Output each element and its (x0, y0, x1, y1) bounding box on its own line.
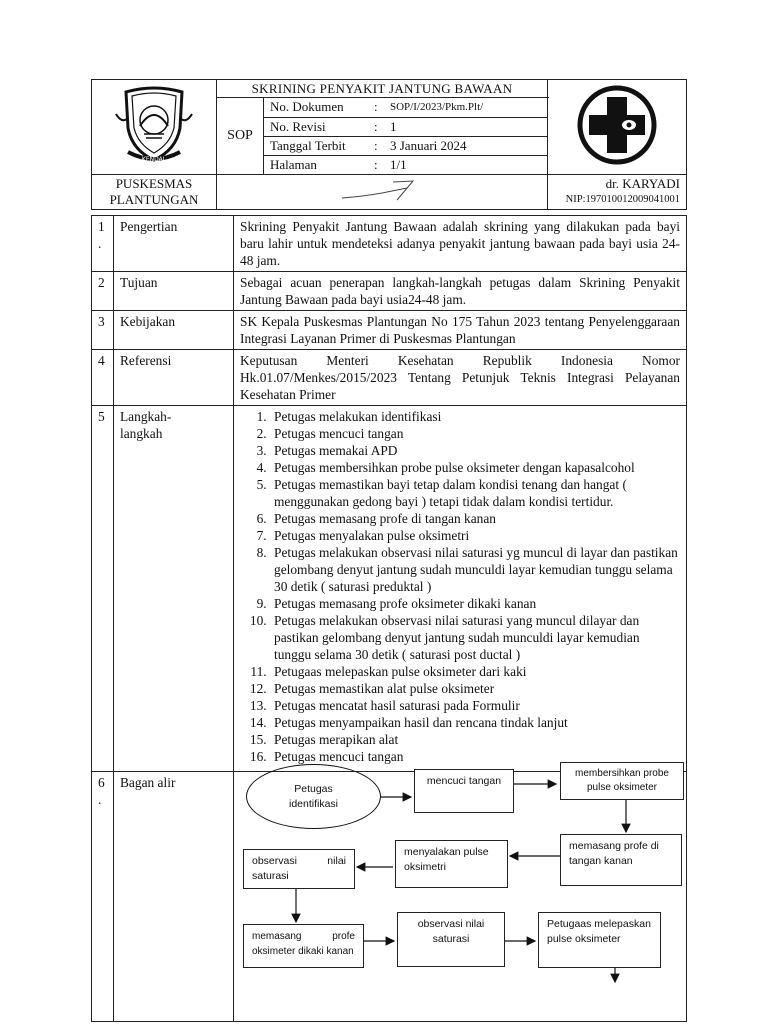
section-number: 6 (98, 775, 105, 790)
step-item: 2. Petugas mencuci tangan (270, 425, 680, 442)
section-number: 3 (92, 311, 114, 350)
signer-nip: NIP:197010012009041001 (565, 194, 680, 205)
step-item: 11. Petugaas melepaskan pulse oksimeter dari kaki (270, 663, 680, 680)
section-text: Keputusan Menteri Kesehatan Republik Indonesia Nomor Hk.01.07/Menkes/2015/2023 Tentang Petunjuk Teknis Integrasi Pelayanan Kesehatan Primer (234, 350, 687, 406)
flow-node-membersihkan-probe: membersihkan probe pulse oksimeter (560, 762, 684, 800)
section-number: 1 (98, 219, 105, 234)
field-label-dokumen: No. Dokumen (264, 98, 374, 117)
section-label-line1: Langkah- (120, 409, 172, 424)
section-number-dot: . (98, 236, 102, 251)
flow-node-mencuci-tangan: mencuci tangan (414, 769, 514, 813)
section-label: Bagan alir (114, 772, 234, 1022)
field-value-halaman: 1/1 (390, 156, 407, 172)
section-number: 5 (92, 406, 114, 772)
step-item: 4. Petugas membersihkan probe pulse oksimeter dengan kapasalcohol (270, 459, 680, 476)
field-label-revisi: No. Revisi (264, 117, 374, 136)
field-sep-tanggal: : (374, 136, 390, 155)
section-number-dot: . (98, 792, 102, 807)
section-number: 4 (92, 350, 114, 406)
flow-node-memasang-tangan-kanan: memasang profe di tangan kanan (560, 834, 682, 886)
step-item: 7. Petugas menyalakan pulse oksimetri (270, 527, 680, 544)
section-number: 2 (92, 272, 114, 311)
field-label-tanggal: Tanggal Terbit (264, 136, 374, 155)
section-label: Referensi (114, 350, 234, 406)
step-item: 3. Petugas memakai APD (270, 442, 680, 459)
step-item: 1. Petugas melakukan identifikasi (270, 408, 680, 425)
step-item: 9. Petugas memasang profe oksimeter dikaki kanan (270, 595, 680, 612)
section-label-line2: langkah (120, 426, 163, 441)
signer-name: dr. KARYADI (605, 176, 680, 191)
sop-label: SOP (217, 98, 264, 175)
step-item: 6. Petugas memasang profe di tangan kanan (270, 510, 680, 527)
field-value-tanggal: 3 Januari 2024 (390, 136, 547, 155)
org-line-2: PLANTUNGAN (109, 192, 199, 207)
document-title: SKRINING PENYAKIT JANTUNG BAWAAN (217, 80, 548, 98)
step-item: 16. Petugas mencuci tangan (270, 748, 680, 765)
step-item: 13. Petugas mencatat hasil saturasi pada Formulir (270, 697, 680, 714)
flow-node-memasang-kaki: memasang profe oksimeter dikaki kanan (243, 924, 364, 968)
flow-node-observasi-1: observasi nilai saturasi (243, 849, 355, 889)
section-text: Skrining Penyakit Jantung Bawaan adalah skrining yang dilakukan pada bayi baru lahir untuk mendeteksi adanya penyakit jantung bawaan pada bayi usia 24-48 jam. (234, 216, 687, 272)
field-value-dokumen: SOP/I/2023/Pkm.Plt/ (390, 98, 547, 117)
flow-node-melepaskan: Petugaas melepaskan pulse oksimeter (538, 912, 661, 968)
field-label-halaman: Halaman (270, 156, 317, 172)
field-sep-halaman: : (374, 156, 378, 172)
step-item: 12. Petugas memastikan alat pulse oksimeter (270, 680, 680, 697)
step-item: 10. Petugas melakukan observasi nilai saturasi yang muncul dilayar dan pastikan gelombang denyut jantung sudah munculdi layar kemudian tunggu selama 30 detik ( saturasi post ductal ) (270, 612, 680, 663)
step-item: 5. Petugas memastikan bayi tetap dalam kondisi tenang dan hangat ( menggunakan gedong bayi ) tetapi tidak dalam kondisi tertidur. (270, 476, 680, 510)
flow-node-menyalakan: menyalakan pulse oksimetri (395, 840, 508, 888)
section-label: Kebijakan (114, 311, 234, 350)
section-text: SK Kepala Puskesmas Plantungan No 175 Tahun 2023 tentang Penyelenggaraan Integrasi Layanan Primer di Puskesmas Plantungan (234, 311, 687, 350)
step-item: 15. Petugas merapikan alat (270, 731, 680, 748)
field-sep-dokumen: : (374, 98, 390, 117)
field-value-revisi: 1 (390, 117, 547, 136)
flow-node-identifikasi: Petugas identifikasi (246, 764, 381, 829)
section-label: Tujuan (114, 272, 234, 311)
section-text: Sebagai acuan penerapan langkah-langkah petugas dalam Skrining Penyakit Jantung Bawaan pada bayi usia24-48 jam. (234, 272, 687, 311)
flow-node-observasi-2: observasi nilai saturasi (397, 912, 505, 967)
section-label: Pengertian (114, 216, 234, 272)
org-line-1: PUSKESMAS (115, 176, 193, 191)
step-item: 14. Petugas menyampaikan hasil dan rencana tindak lanjut (270, 714, 680, 731)
logo-text: KENDAL (141, 155, 167, 163)
field-sep-revisi: : (374, 117, 390, 136)
step-item: 8. Petugas melakukan observasi nilai saturasi yg muncul di layar dan pastikan gelombang denyut jantung sudah munculdi layar kemudian tunggu selama 30 detik ( saturasi preduktal ) (270, 544, 680, 595)
